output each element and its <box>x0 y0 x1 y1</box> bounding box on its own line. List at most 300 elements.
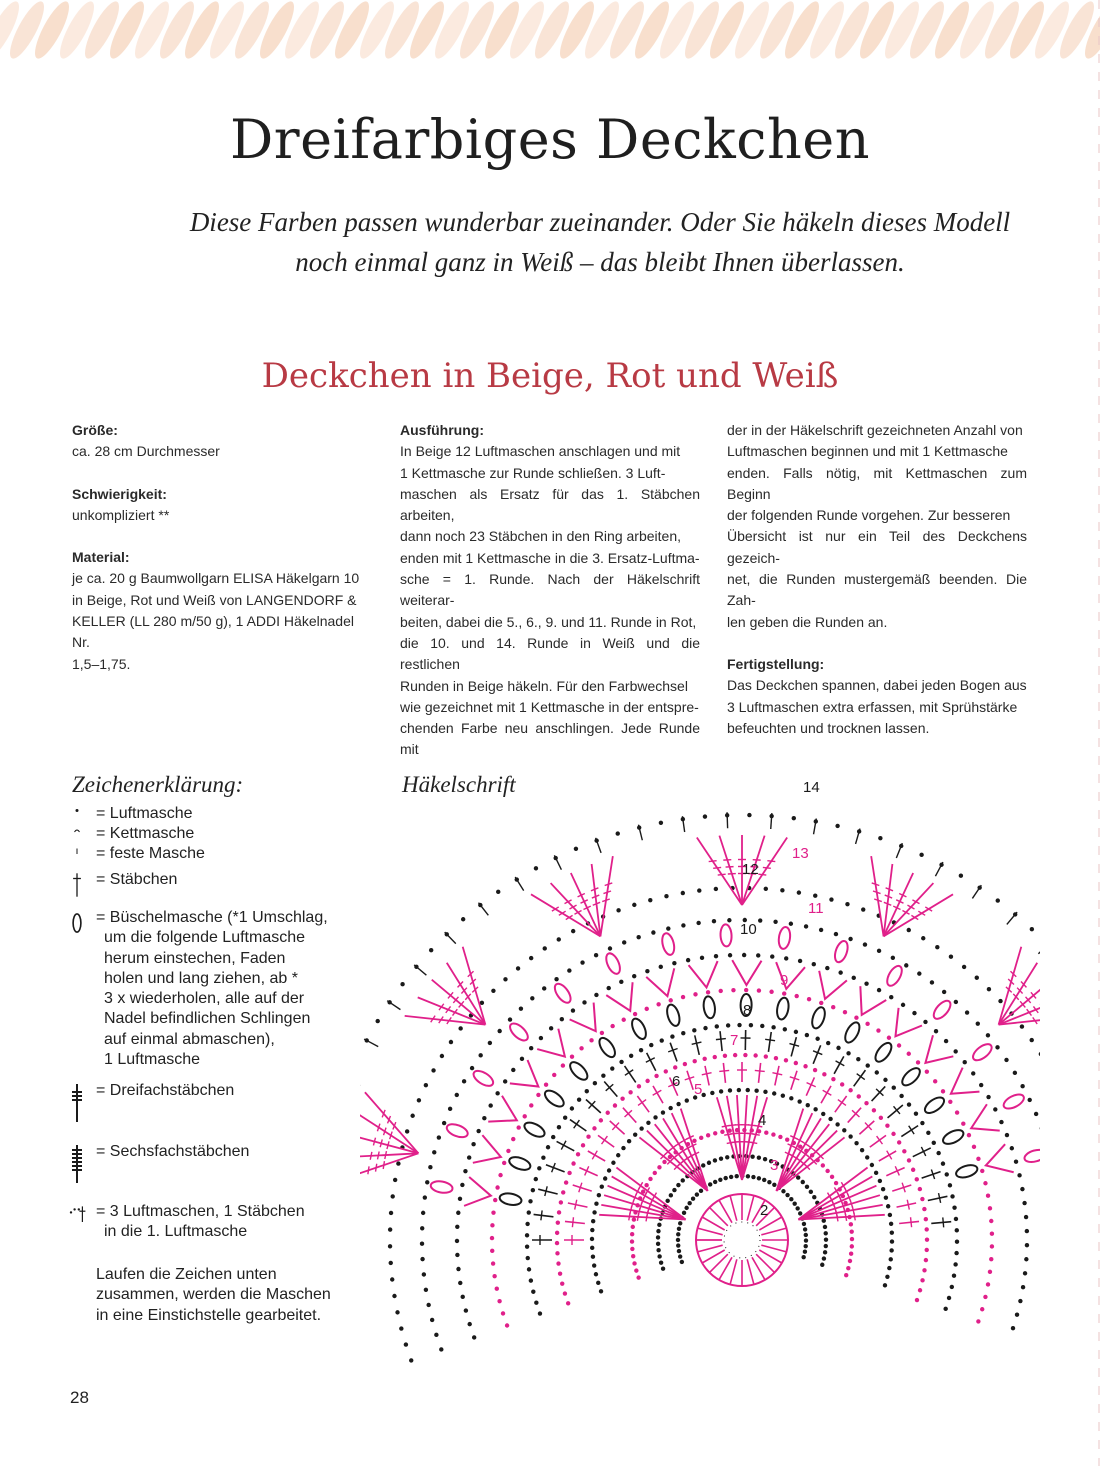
chain-stitch <box>907 928 911 932</box>
chain-stitch <box>854 1141 858 1145</box>
chain-stitch <box>771 1132 775 1136</box>
chain-stitch <box>792 816 796 820</box>
chain-stitch <box>764 887 768 891</box>
text-line: 3 Luftmaschen extra erfassen, mit Sprühstärke <box>727 698 1018 715</box>
chain-stitch <box>804 1244 808 1248</box>
material-heading: Material: <box>72 549 130 566</box>
chain-stitch <box>1030 1038 1034 1042</box>
chain-stitch <box>977 885 981 889</box>
double-crochet-stitch <box>775 1066 779 1086</box>
chain-stitch <box>842 1128 846 1132</box>
chain-stitch <box>561 1190 565 1194</box>
chain-stitch <box>456 1267 460 1271</box>
chain-stitch <box>430 1318 434 1322</box>
chain-stitch <box>883 1283 887 1287</box>
chain-stitch <box>632 1261 636 1265</box>
double-crochet-stitch <box>687 1071 693 1090</box>
chain-stitch <box>849 1252 853 1256</box>
chain-stitch <box>676 1243 680 1247</box>
chain-stitch <box>549 1026 553 1030</box>
chain-stitch <box>649 1043 653 1047</box>
chain-stitch <box>942 990 946 994</box>
note-line: in eine Einstichstelle gearbeitet. <box>96 1306 322 1324</box>
chain-stitch <box>666 926 670 930</box>
chain-stitch <box>664 1069 668 1073</box>
chain-stitch <box>813 894 817 898</box>
chain-stitch <box>488 1103 492 1107</box>
chain-stitch <box>795 994 799 998</box>
chain-stitch <box>838 970 842 974</box>
chain-stitch <box>801 1255 805 1259</box>
chain-stitch <box>439 1347 443 1351</box>
chain-stitch <box>710 1091 714 1095</box>
chain-stitch <box>986 1033 990 1037</box>
text-line: der in der Häkelschrift gezeichneten Anzahl von <box>727 422 1023 438</box>
chain-stitch <box>423 1195 427 1199</box>
sextuple-treble-icon <box>64 1144 90 1184</box>
chain-stitch <box>632 903 636 907</box>
chain-stitch <box>971 1071 975 1075</box>
chain-stitch <box>497 1029 501 1033</box>
chain-stitch <box>948 1183 952 1187</box>
chain-stitch <box>747 813 751 817</box>
chain-stitch <box>804 924 808 928</box>
chain-stitch <box>713 1055 717 1059</box>
chain-stitch <box>999 1120 1003 1124</box>
double-crochet-icon <box>64 872 90 898</box>
chain-stitch <box>965 1010 969 1014</box>
chain-stitch <box>388 1227 392 1231</box>
chain-stitch <box>1015 1313 1019 1317</box>
chain-stitch <box>490 1236 494 1240</box>
chain-stitch <box>713 1131 717 1135</box>
chain-stitch <box>488 1041 492 1045</box>
chain-stitch <box>723 1054 727 1058</box>
chain-stitch <box>502 1161 506 1165</box>
chain-stitch <box>963 1060 967 1064</box>
chain-stitch <box>644 1183 648 1187</box>
cluster-stitch <box>471 1068 495 1089</box>
chain-stitch <box>989 1257 993 1261</box>
chain-stitch <box>554 977 558 981</box>
chain-stitch <box>492 1274 496 1278</box>
chain-stitch <box>657 1254 661 1258</box>
double-crochet-stitch <box>730 1196 737 1221</box>
double-crochet-stitch <box>720 1031 722 1051</box>
difficulty-heading: Schwierigkeit: <box>72 485 167 502</box>
double-crochet-stitch <box>872 1086 886 1101</box>
chain-stitch <box>781 1093 785 1097</box>
chain-stitch <box>714 887 718 891</box>
chain-stitch <box>798 1211 802 1215</box>
cluster-stitch-icon <box>64 910 90 936</box>
stitch-bar <box>845 1213 846 1221</box>
chain-stitch <box>850 1244 854 1248</box>
double-crochet-stitch <box>670 1043 677 1062</box>
chain-stitch <box>651 930 655 934</box>
chain-stitch <box>634 1268 638 1272</box>
chain-stitch <box>720 1130 724 1134</box>
chain-stitch <box>824 1231 828 1235</box>
chain-stitch <box>750 1154 754 1158</box>
chain-stitch <box>860 1148 864 1152</box>
chain-stitch <box>1010 1146 1014 1150</box>
cluster-stitch <box>445 1122 469 1140</box>
chain-stitch <box>632 1217 636 1221</box>
chain-stitch <box>954 1251 958 1255</box>
chain-stitch <box>914 1111 918 1115</box>
cluster-stitch <box>430 1180 454 1195</box>
chain-stitch <box>456 1211 460 1215</box>
chain-stitch <box>576 1152 580 1156</box>
picot-stitch <box>1038 943 1040 954</box>
chain-stitch <box>757 1156 761 1160</box>
chain-stitch <box>531 1290 535 1294</box>
legend-line: 1 Luftmasche <box>104 1051 201 1069</box>
chain-stitch <box>743 1053 747 1057</box>
chain-stitch <box>806 1103 810 1107</box>
chain-stitch <box>365 1038 369 1042</box>
stitch-bar <box>370 1152 372 1160</box>
long-stitch <box>871 856 883 936</box>
chain-stitch <box>987 987 991 991</box>
chain-stitch <box>749 1023 753 1027</box>
chain-stitch <box>828 1117 832 1121</box>
chain-stitch <box>455 1253 459 1257</box>
legend-line: um die folgende Luftmasche <box>104 929 306 947</box>
stitch-bar <box>877 1136 883 1144</box>
double-crochet-stitch <box>565 1221 585 1223</box>
chain-stitch <box>789 922 793 926</box>
text-line: dann noch 23 Stäbchen in den Ring arbeiten, <box>400 528 681 545</box>
single-crochet-icon <box>64 846 90 866</box>
decorative-top-band <box>0 0 1100 60</box>
legend-entry-text <box>96 844 336 864</box>
chain-stitch <box>691 1197 695 1201</box>
double-crochet-stitch <box>695 1035 699 1054</box>
chain-stitch <box>1028 1098 1032 1102</box>
legend-entry-text <box>96 824 336 844</box>
round-number-label: 11 <box>808 900 824 917</box>
chain-stitch <box>681 923 685 927</box>
cluster-stitch <box>922 1094 946 1116</box>
chain-stitch <box>464 1308 468 1312</box>
v-stitch <box>510 1060 538 1087</box>
chain-stitch <box>993 1107 997 1111</box>
legend-line: = Stäbchen <box>96 871 178 888</box>
cluster-stitch <box>941 1127 966 1147</box>
chain-stitch <box>592 1126 596 1130</box>
double-crochet-stitch <box>747 1259 754 1284</box>
legend-line: in die 1. Luftmasche <box>104 1223 248 1241</box>
chain-stitch <box>820 1263 824 1267</box>
chain-stitch <box>884 1195 888 1199</box>
stitch-bar <box>719 1070 729 1071</box>
chain-stitch <box>874 1171 878 1175</box>
chain-stitch <box>495 1287 499 1291</box>
chain-stitch <box>529 956 533 960</box>
chain-stitch <box>534 866 538 870</box>
long-stitch <box>463 947 486 1025</box>
chain-stitch <box>877 988 881 992</box>
material-line: KELLER (LL 280 m/50 g), 1 ADDI Häkelnadel Nr. <box>72 613 354 651</box>
chain-stitch <box>856 1057 860 1061</box>
double-crochet-stitch <box>892 1185 911 1191</box>
chain-stitch <box>697 888 701 892</box>
chain-stitch <box>803 1227 807 1231</box>
chain-stitch <box>941 1089 945 1093</box>
chain-stitch <box>555 1241 559 1245</box>
chain-stitch <box>904 963 908 967</box>
chain-stitch <box>542 986 546 990</box>
chain-stitch <box>630 1232 634 1236</box>
round-number-label: 4 <box>758 1112 767 1129</box>
chain-stitch <box>664 894 668 898</box>
double-crochet-stitch <box>568 1203 588 1207</box>
chain-stitch <box>632 974 636 978</box>
chain-stitch <box>757 1176 761 1180</box>
chain-stitch <box>972 1145 976 1149</box>
chain-stitch <box>656 1002 660 1006</box>
chain-stitch <box>619 980 623 984</box>
chain-stitch <box>826 1041 830 1045</box>
round-number-label: 13 <box>792 845 809 862</box>
chain-stitch <box>608 946 612 950</box>
cluster-stitch <box>842 1020 862 1045</box>
chain-stitch <box>708 1182 712 1186</box>
stitch-bar <box>887 1151 892 1160</box>
chain-stitch <box>773 920 777 924</box>
chain-stitch <box>962 965 966 969</box>
double-crochet-stitch <box>723 1063 725 1083</box>
round-number-label: 6 <box>672 1073 681 1090</box>
chain-stitch <box>458 1197 462 1201</box>
chain-stitch <box>636 1275 640 1279</box>
chain-stitch <box>995 1045 999 1049</box>
chain-stitch <box>772 1183 776 1187</box>
chain-stitch <box>881 1187 885 1191</box>
legend-entry-text <box>96 1081 336 1101</box>
chain-stitch <box>821 1163 825 1167</box>
chain-stitch <box>470 1066 474 1070</box>
chain-stitch <box>824 1237 828 1241</box>
chain-stitch <box>672 1188 676 1192</box>
instructions-heading: Ausführung: <box>400 422 484 438</box>
chain-stitch <box>525 1233 529 1237</box>
chain-stitch <box>935 945 939 949</box>
chain-stitch <box>665 1199 669 1203</box>
chain-stitch <box>571 1161 575 1165</box>
finishing-heading: Fertigstellung: <box>727 655 825 672</box>
chain-stitch <box>529 1046 533 1050</box>
chain-stitch <box>988 1206 992 1210</box>
chain-stitch <box>693 992 697 996</box>
cluster-stitch <box>970 1041 994 1063</box>
round-number-label: 8 <box>743 1002 752 1019</box>
chain-stitch <box>581 1143 585 1147</box>
chain-stitch <box>922 1207 926 1211</box>
legend-line: = Sechsfachstäbchen <box>96 1143 250 1160</box>
chain-stitch <box>661 1110 665 1114</box>
chain-stitch <box>888 1213 892 1217</box>
chain-stitch <box>508 1017 512 1021</box>
chain-stitch <box>907 1158 911 1162</box>
chain-stitch <box>753 1053 757 1057</box>
stitch-bar <box>943 1217 944 1227</box>
chain-stitch <box>520 1057 524 1061</box>
chain-stitch <box>864 981 868 985</box>
cluster-stitch <box>567 1059 590 1082</box>
chain-stitch <box>830 1175 834 1179</box>
chain-stitch <box>390 1277 394 1281</box>
double-crochet-stitch <box>604 1082 617 1097</box>
chain-stitch <box>686 958 690 962</box>
chain-stitch <box>878 836 882 840</box>
chain-stitch <box>637 1084 641 1088</box>
chain-stitch <box>516 966 520 970</box>
stitch-bar <box>385 1151 387 1159</box>
chain-stitch <box>846 1051 850 1055</box>
chain-stitch <box>918 1288 922 1292</box>
chain-stitch <box>556 1220 560 1224</box>
chain-stitch <box>699 1136 703 1140</box>
chain-stitch <box>925 1237 929 1241</box>
stitch-bar <box>857 1074 865 1080</box>
stitch-bar <box>909 1126 914 1134</box>
chain-stitch <box>414 965 418 969</box>
chain-stitch <box>952 1205 956 1209</box>
double-crochet-stitch <box>586 1099 601 1112</box>
chain-stitch <box>783 1027 787 1031</box>
chain-stitch <box>854 1016 858 1020</box>
chain-stitch <box>980 1307 984 1311</box>
chain-stitch <box>621 1146 625 1150</box>
chain-stitch <box>733 1053 737 1057</box>
chain-stitch <box>915 1298 919 1302</box>
chain-stitch <box>961 1122 965 1126</box>
chain-stitch <box>804 1238 808 1242</box>
chain-stitch <box>712 919 716 923</box>
long-stitch <box>697 838 742 905</box>
chain-stitch <box>922 1268 926 1272</box>
chain-stitch <box>673 1065 677 1069</box>
chain-stitch <box>599 1289 603 1293</box>
cluster-stitch <box>660 932 676 956</box>
chain-stitch <box>676 1102 680 1106</box>
chain-stitch <box>630 1247 634 1251</box>
chain-stitch <box>771 1025 775 1029</box>
text-line: enden. Falls nötig, mit Kettmaschen zum Beginn <box>727 464 1027 502</box>
chain-stitch <box>926 1131 930 1135</box>
chain-stitch <box>560 1281 564 1285</box>
chain-stitch <box>537 1166 541 1170</box>
chain-stitch <box>784 956 788 960</box>
chart-label: Häkelschrift <box>402 772 516 797</box>
chain-stitch <box>1018 1299 1022 1303</box>
text-line: beiten, dabei die 5., 6., 9. und 11. Runde in Rot, <box>400 613 697 630</box>
chain-stitch <box>986 1194 990 1198</box>
legend-entry-text <box>96 870 336 890</box>
chain-stitch <box>574 847 578 851</box>
text-line: Das Deckchen spannen, dabei jeden Bogen aus <box>727 677 1027 694</box>
chain-stitch <box>924 1258 928 1262</box>
chain-stitch <box>696 921 700 925</box>
chain-stitch <box>556 1261 560 1265</box>
v-stitch <box>860 986 886 1015</box>
chain-stitch <box>967 1133 971 1137</box>
v-stitch <box>819 971 847 999</box>
chain-stitch <box>557 1210 561 1214</box>
size-text: ca. 28 cm Durchmesser <box>72 443 220 460</box>
chain-stitch <box>815 1037 819 1041</box>
v-stitch <box>951 1068 980 1094</box>
chain-stitch <box>424 1083 428 1087</box>
chain-stitch <box>729 1175 733 1179</box>
column-instructions <box>400 420 700 761</box>
chain-stitch <box>916 1060 920 1064</box>
chain-stitch <box>713 1180 717 1184</box>
chain-stitch <box>539 1036 543 1040</box>
chain-stitch <box>571 1008 575 1012</box>
chain-stitch <box>534 1301 538 1305</box>
cluster-stitch <box>499 1192 523 1207</box>
chain-stitch <box>930 980 934 984</box>
v-stitch <box>925 1035 953 1063</box>
chain-stitch <box>526 1256 530 1260</box>
v-stitch <box>464 1177 491 1206</box>
double-crochet-stitch <box>899 1221 919 1223</box>
legend-line: holen und lang ziehen, ab * <box>104 969 298 987</box>
chain-stitch <box>630 1239 634 1243</box>
v-stitch <box>488 1096 517 1122</box>
chain-stitch <box>944 1039 948 1043</box>
intro-line: Diese Farben passen wunderbar zueinander. Oder Sie häkeln dieses Modell <box>189 207 1011 237</box>
chain-stitch <box>503 1079 507 1083</box>
chain-stitch <box>590 1237 594 1241</box>
stitch-bar <box>838 1100 846 1106</box>
cluster-stitch <box>507 1020 531 1043</box>
chain-stitch <box>566 1301 570 1305</box>
chain-stitch <box>823 1250 827 1254</box>
chain-stitch <box>767 1180 771 1184</box>
chain-stitch <box>653 1171 657 1175</box>
chain-stitch <box>610 1024 614 1028</box>
chain-stitch <box>769 814 773 818</box>
legend-line: Nadel befindlichen Schlingen <box>104 1010 311 1028</box>
chain-stitch <box>1014 1159 1018 1163</box>
chain-stitch <box>803 1064 807 1068</box>
chain-stitch <box>558 1271 562 1275</box>
text-line: sche = 1. Runde. Nach der Häkelschrift weiterar- <box>400 571 700 609</box>
chain-stitch <box>934 1029 938 1033</box>
round-number-label: 12 <box>742 861 759 878</box>
double-crochet-stitch <box>698 1245 723 1252</box>
chain-stitch <box>872 1108 876 1112</box>
round-number-label: 2 <box>760 1202 769 1219</box>
cluster-stitch <box>603 951 622 976</box>
cluster-stitch <box>720 924 732 947</box>
chain-stitch <box>890 1239 894 1243</box>
legend-line: = 3 Luftmaschen, 1 Stäbchen <box>96 1203 305 1220</box>
chain-stitch <box>701 1163 705 1167</box>
chain-stitch <box>592 1210 596 1214</box>
chain-stitch <box>620 1096 624 1100</box>
chain-stitch <box>376 1019 380 1023</box>
chain-stitch <box>706 990 710 994</box>
legend-line: = Dreifachstäbchen <box>96 1082 235 1099</box>
chain-stitch <box>848 1134 852 1138</box>
chain-stitch <box>400 982 404 986</box>
